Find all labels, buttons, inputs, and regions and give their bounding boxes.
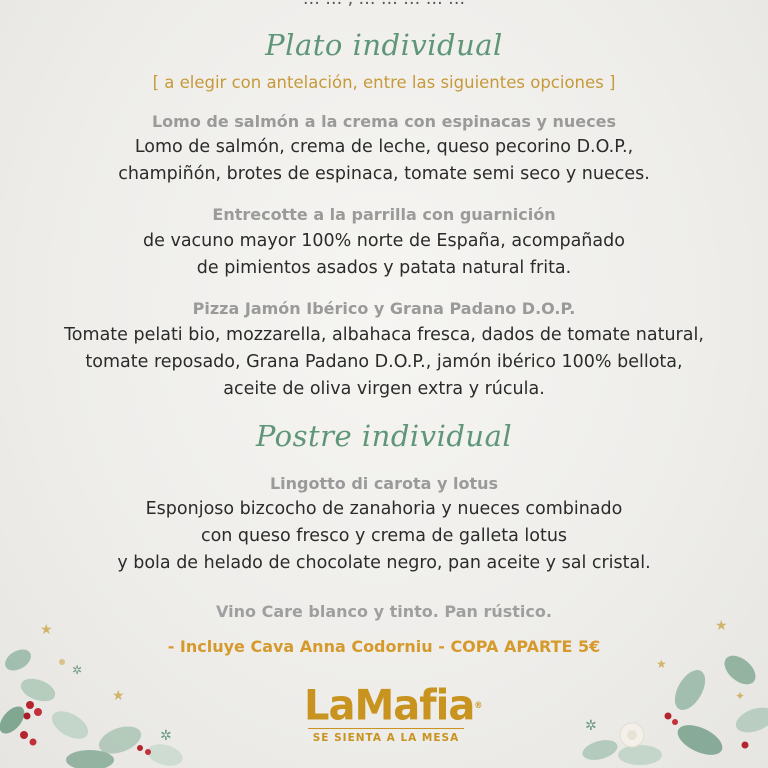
dessert-desc-line2: con queso fresco y crema de galleta lotus [200, 526, 568, 546]
left-foliage [0, 622, 185, 768]
dessert-desc-line1: Esponjoso bizcocho de zanahoria y nueces combinado [145, 499, 623, 519]
dish-title-salmon: Lomo de salmón a la crema con espinacas y nueces [151, 112, 616, 131]
logo-tagline: SE SIENTA A LA MESA [308, 728, 464, 744]
dish-title-entrecotte: Entrecotte a la parrilla con guarnición [212, 205, 556, 224]
logo-wordmark [304, 681, 482, 731]
svg-text:✲: ✲ [585, 718, 597, 734]
svg-text:✲: ✲ [72, 663, 83, 677]
svg-text:✲: ✲ [160, 728, 172, 744]
dessert-desc-line3: y bola de helado de chocolate negro, pan aceite y sal cristal. [117, 553, 651, 573]
svg-text:★: ★ [715, 618, 728, 634]
dish-desc-entrecotte-line2: de pimientos asados y patata natural frita. [196, 258, 572, 278]
svg-text:✦: ✦ [735, 689, 746, 703]
plato-heading: Plato individual [265, 28, 503, 62]
svg-text:★: ★ [40, 622, 53, 638]
dish-desc-entrecotte-line1: de vacuno mayor 100% norte de España, acompañado [143, 231, 625, 251]
logo-registered-mark: ® [474, 700, 482, 711]
dish-desc-salmon-line2: champiñón, brotes de espinaca, tomate semi seco y nueces. [118, 164, 650, 184]
lamafia-logo [304, 681, 482, 744]
postre-heading: Postre individual [255, 419, 513, 453]
logo-word-text: LaMafia [304, 681, 475, 731]
dish-desc-pizza-line3: aceite de oliva virgen extra y rúcula. [223, 379, 545, 399]
dessert-title: Lingotto di carota y lotus [269, 474, 499, 493]
svg-text:★: ★ [656, 657, 667, 671]
dish-title-pizza: Pizza Jamón Ibérico y Grana Padano D.O.P. [192, 299, 576, 318]
dish-desc-pizza-line2: tomate reposado, Grana Padano D.O.P., jamón ibérico 100% bellota, [85, 352, 683, 372]
dish-desc-salmon-line1: Lomo de salmón, crema de leche, queso pecorino D.O.P., [134, 137, 634, 157]
plato-note: [ a elegir con antelación, entre las siguientes opciones ] [152, 73, 616, 92]
cava-note: - Incluye Cava Anna Codorniu - COPA APARTE 5€ [167, 637, 601, 656]
right-foliage [580, 618, 768, 765]
wine-bread-note: Vino Care blanco y tinto. Pan rústico. [216, 602, 552, 621]
dish-desc-pizza-line1: Tomate pelati bio, mozzarella, albahaca fresca, dados de tomate natural, [64, 325, 704, 345]
svg-text:★: ★ [112, 688, 125, 704]
